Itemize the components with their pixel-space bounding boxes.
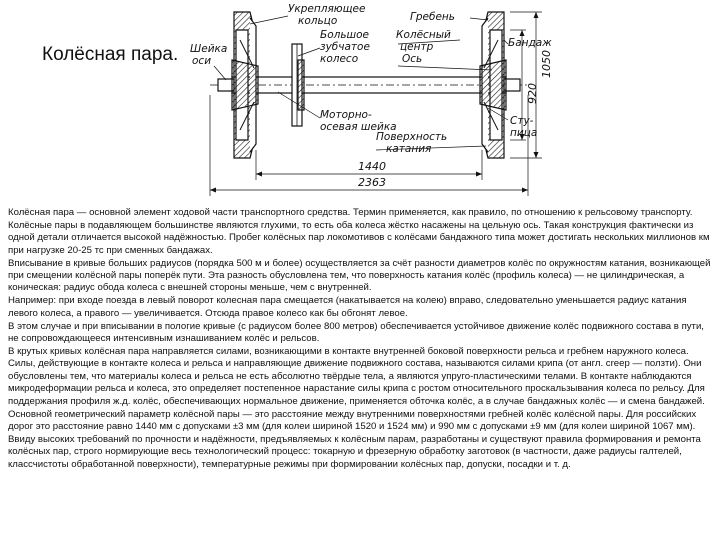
- label-axle-journal-line1: Шейка: [190, 43, 228, 55]
- label-motor-journal-line1: Моторно-: [320, 109, 372, 121]
- paragraph-gentle-curves: В этом случае и при вписывании в пологие кривые (с радиусом более 800 метров) обеспечивается устойчивое движение колёс подвижного состава в пути, не сопровождающееся интенсивным изнашиванием колёс и рельсов.: [8, 320, 704, 345]
- label-wheel-center-line1: Колёсный: [396, 29, 451, 41]
- slide-title: Колёсная пара.: [42, 44, 179, 65]
- description-text: [8, 207, 714, 472]
- label-axle-journal-line2: оси: [192, 55, 212, 67]
- dimension-920: 920: [526, 83, 539, 104]
- label-rolling-surface-line2: катания: [386, 143, 432, 155]
- axle-shaft: [232, 77, 506, 93]
- label-rolling-surface-line1: Поверхность: [376, 131, 448, 143]
- label-hub-line2: пица: [510, 127, 538, 139]
- label-hub-line1: Сту-: [510, 115, 534, 127]
- large-gear-wheel: [292, 44, 304, 126]
- label-large-gear-line1: Большое: [320, 29, 370, 41]
- label-retaining-ring-line2: кольцо: [298, 15, 338, 27]
- label-large-gear-line3: колесо: [320, 53, 359, 65]
- dimension-2363: 2363: [358, 176, 386, 189]
- label-motor-journal-line2: осевая шейка: [320, 121, 397, 133]
- paragraph-solid-wheelsets: Колёсные пары в подавляющем большинстве являются глухими, то есть оба колеса жёстко насажены на цельную ось. Такая конструкция фактически из одной детали отличается высокой надёжностью. Пробег колёсных пар локомотивов с колёсами бандажного типа может достигать нескольких миллионов км при нагрузке 20-25 тс при сменных бандажах.: [8, 219, 710, 256]
- wheelset-diagram: [170, 0, 590, 200]
- label-large-gear-line2: зубчатое: [320, 41, 370, 53]
- label-flange: Гребень: [410, 11, 455, 23]
- label-axle: Ось: [402, 53, 423, 65]
- left-wheel: [232, 12, 258, 158]
- right-wheel: [480, 12, 506, 158]
- paragraph-example: Например: при входе поезда в левый поворот колесная пара смещается (накатывается на колею) вправо, следовательно уменьшается радиус катания левого колеса, а правого — увеличивается. Отсюда правое колесо как бы обгонят левое.: [8, 295, 687, 319]
- label-tire: Бандаж: [508, 37, 552, 49]
- paragraph-curve-negotiation: Вписывание в кривые больших радиусов (порядка 500 м и более) осуществляется за счёт разности диаметров колёс по окружностям катания, возникающей при смещении колёсной пары поперёк пути. Эта разность обусловлена тем, что поверхность катания колёс (профиль колеса) — не цилиндрическая, а коническая: радиус обода колеса с внешней стороны меньше, чем с внутренней.: [8, 257, 711, 294]
- paragraph-definition: Колёсная пара — основной элемент ходовой части транспортного средства. Термин применяется, как правило, по отношению к рельсовому транспорту.: [8, 207, 693, 218]
- label-wheel-center-line2: центр: [400, 41, 434, 53]
- paragraph-gauge-parameter: Основной геометрический параметр колёсной пары — это расстояние между внутренними поверхностями гребней колёс колёсной пары. Для российских дорог это расстояние равно 1440 мм с допусками ±3 мм (для колеи шириной 1520 и 1524 мм) и 990 мм с допусками ±9 мм (для колеи шириной 1067 мм).: [8, 408, 697, 432]
- paragraph-creep-forces: В крутых кривых колёсная пара направляется силами, возникающими в контакте внутренней боковой поверхности рельса и гребнем наружного колеса. Силы, действующие в контакте колеса и рельса и направляющие движение подвижного состава, называются силами крипа (от англ. creep — ползти). Они обусловлены тем, что материалы колеса и рельса не есть абсолютно твёрдые тела, а являются упруго-пластическими телами. В контакте наблюдаются микродеформации рельса и колеса, это определяет постепенное нарастание силы крипа с ростом относительного проскальзывания колеса по рельсу. Для поддержания профиля ж.д. колёс, обеспечивающих нормальное движение, применяется обточка колёс, а в случае бандажных колёс — и смена бандажей.: [8, 345, 705, 407]
- paragraph-manufacturing-rules: Ввиду высоких требований по прочности и надёжности, предъявляемых к колёсным парам, разработаны и существуют правила формирования и ремонта колёсных пар, строго нормирующие весь технологический процесс: токарную и фрезерную обработку заготовок (в частности, даже радиусы галтелей, классчистоты обработанной поверхности), температурные режимы при формировании колёсных пар, допуски, посадки и т. д.: [8, 433, 701, 470]
- dimension-1050: 1050: [540, 50, 553, 78]
- label-retaining-ring-line1: Укрепляющее: [288, 3, 366, 15]
- dimension-1440: 1440: [358, 160, 386, 173]
